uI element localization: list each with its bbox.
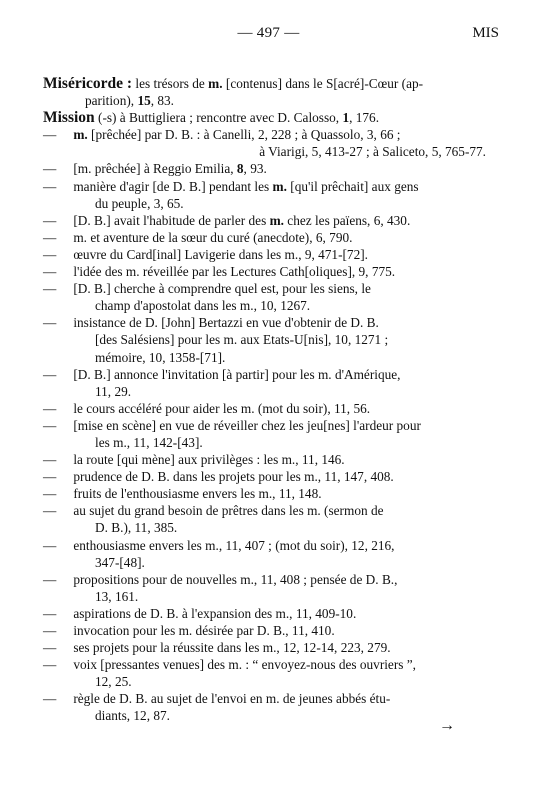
sub-entry-cont: mémoire, 10, 1358-[71]. [95, 349, 226, 365]
sub-entry-cont: 347-[48]. [95, 554, 145, 570]
sub-entry: — ses projets pour la réussite dans les m., 12, 12-14, 223, 279. [43, 640, 391, 656]
sub-entry-cont: 13, 161. [95, 588, 139, 604]
continue-arrow-icon: → [439, 717, 455, 734]
sub-entry-cont: 12, 25. [95, 674, 132, 690]
sub-entry: — enthousiasme envers les m., 11, 407 ; (mot du soir), 12, 216, [43, 537, 395, 553]
sub-entry: — fruits de l'enthousiasme envers les m., 11, 148. [43, 486, 322, 502]
sub-entry-cont: champ d'apostolat dans les m., 10, 1267. [95, 298, 311, 314]
sub-entry: — [D. B.] cherche à comprendre quel est, pour les siens, le [43, 281, 371, 297]
page-number: — 497 — [237, 25, 300, 41]
index-entry: Mission (-s) à Buttigliera ; rencontre avec D. Calosso, 1, 176. [43, 109, 380, 127]
sub-entry: — voix [pressantes venues] des m. : “ envoyez-nous des ouvriers ”, [43, 657, 416, 673]
index-entries [43, 75, 498, 725]
sub-entry-cont: les m., 11, 142-[43]. [95, 434, 203, 450]
index-entry: Miséricorde : les trésors de m. [contenus] dans le S[acré]-Cœur (ap- [43, 75, 424, 92]
sub-entry-cont: diants, 12, 87. [95, 708, 170, 724]
sub-entry: — aspirations de D. B. à l'expansion des m., 11, 409-10. [43, 605, 357, 621]
sub-entry: — manière d'agir [de D. B.] pendant les m. [qu'il prêchait] aux gens [43, 178, 419, 194]
sub-entry: — m. [prêchée] par D. B. : à Canelli, 2, 228 ; à Quassolo, 3, 66 ; [43, 127, 401, 143]
sub-entry: — prudence de D. B. dans les projets pour les m., 11, 147, 408. [43, 469, 394, 485]
sub-entry: — l'idée des m. réveillée par les Lectures Cath[oliques], 9, 775. [43, 264, 396, 280]
sub-entry: — [mise en scène] en vue de réveiller chez les jeu[nes] l'ardeur pour [43, 417, 421, 433]
sub-entry-cont: 11, 29. [95, 383, 132, 399]
index-entry-cont: parition), 15, 83. [85, 93, 175, 109]
sub-entry-cont: à Viarigi, 5, 413-27 ; à Saliceto, 5, 765-77. [259, 144, 486, 160]
sub-entry: — la route [qui mène] aux privilèges : les m., 11, 146. [43, 452, 345, 468]
sub-entry: — [m. prêchée] à Reggio Emilia, 8, 93. [43, 161, 267, 177]
sub-entry: — [D. B.] annonce l'invitation [à partir] pour les m. d'Amérique, [43, 366, 401, 382]
sub-entry: — œuvre du Card[inal] Lavigerie dans les m., 9, 471-[72]. [43, 246, 368, 262]
sub-entry: — règle de D. B. au sujet de l'envoi en m. de jeunes abbés étu- [43, 691, 391, 707]
sub-entry: — propositions pour de nouvelles m., 11, 408 ; pensée de D. B., [43, 571, 398, 587]
sub-entry: — [D. B.] avait l'habitude de parler des m. chez les païens, 6, 430. [43, 212, 411, 228]
sub-entry: — insistance de D. [John] Bertazzi en vue d'obtenir de D. B. [43, 315, 379, 331]
sub-entry: — le cours accéléré pour aider les m. (mot du soir), 11, 56. [43, 400, 371, 416]
running-head: MIS [472, 25, 499, 41]
sub-entry: — au sujet du grand besoin de prêtres dans les m. (sermon de [43, 503, 384, 519]
sub-entry: — m. et aventure de la sœur du curé (anecdote), 6, 790. [43, 229, 353, 245]
sub-entry-cont: D. B.), 11, 385. [95, 520, 178, 536]
sub-entry-cont: du peuple, 3, 65. [95, 195, 184, 211]
sub-entry-cont: [des Salésiens] pour les m. aux Etats-U[nis], 10, 1271 ; [95, 332, 389, 348]
sub-entry: — invocation pour les m. désirée par D. B., 11, 410. [43, 623, 335, 638]
